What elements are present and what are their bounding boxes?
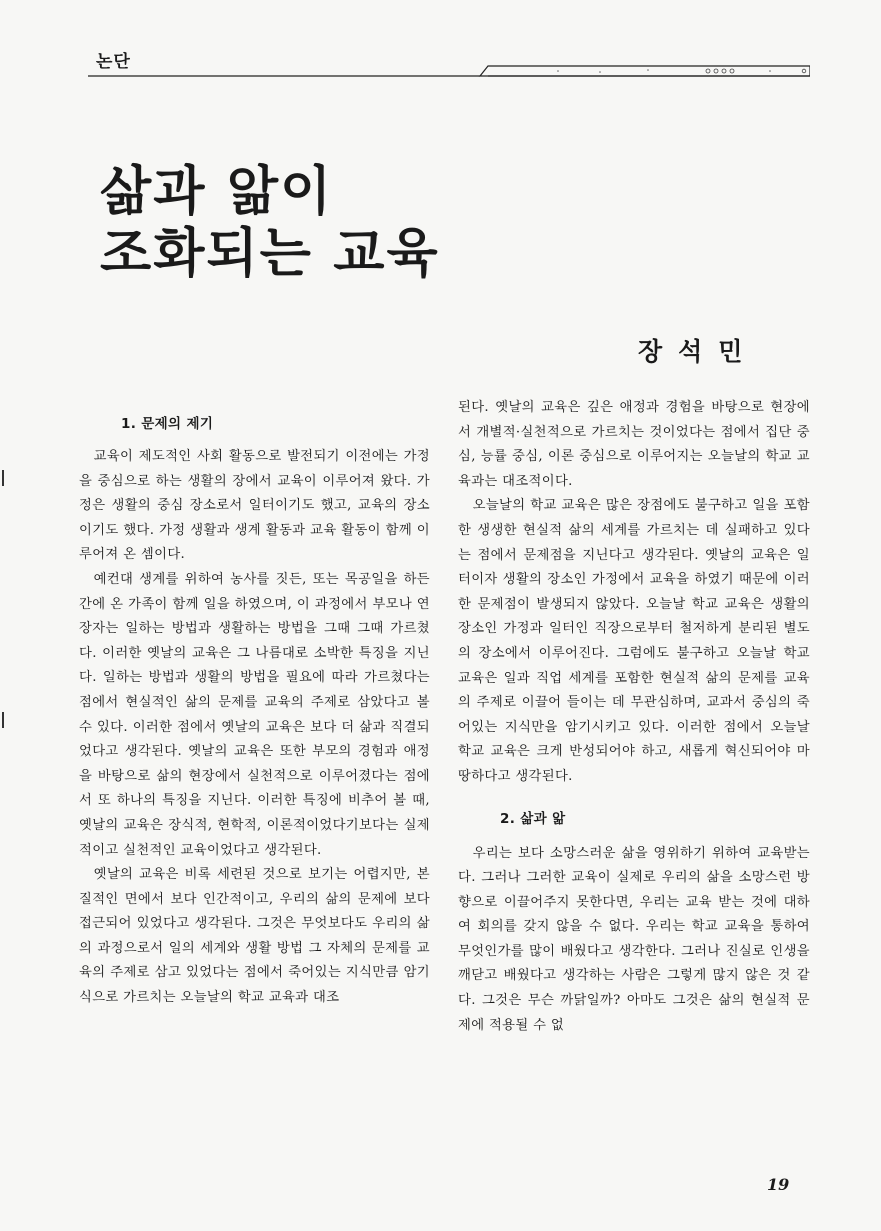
title-line-2: 조화되는 교육: [100, 222, 440, 284]
header-rule: [88, 60, 810, 82]
paragraph: 교육이 제도적인 사회 활동으로 발전되기 이전에는 가정을 중심으로 하는 생활의 장에서 교육이 이루어져 왔다. 가정은 생활의 중심 장소로서 일터이기도 했고, 교육의 장소이기도 했다. 가정 생활과 생계 활동과 교육 활동이 함께 이루어져 온 셈이다.: [79, 449, 430, 563]
section-heading-2: 2. 삶과 앎: [500, 810, 566, 827]
paragraph: 우리는 보다 소망스러운 삶을 영위하기 위하여 교육받는다. 그러나 그러한 교육이 실제로 우리의 삶을 소망스런 방향으로 이끌어주지 못한다면, 우리는 교육 받는 것에 대하여 회의를 갖지 않을 수 없다. 우리는 학교 교육을 통하여 무엇인가를 많이 배웠다고 생각한다. 그러나 진실로 인생을 깨닫고 배웠다고 생각하는 사람은 그렇게 많지 않은 것 같다. 그것은 무슨 까닭일까? 아마도 그것은 삶의 현실적 문제에 적용될 수 없: [458, 845, 810, 1033]
paragraph: 옛날의 교육은 비록 세련된 것으로 보기는 어렵지만, 본질적인 면에서 보다 인간적이고, 우리의 삶의 문제에 보다 접근되어 있었다고 생각된다. 그것은 무엇보다도 우리의 삶의 과정으로서 일의 세계와 생활 방법 그 자체의 문제를 교육의 주제로 삼고 있었다는 점에서 죽어있는 지식만큼 암기식으로 가르치는 오늘날의 학교 교육과 대조: [79, 867, 430, 1006]
margin-mark: [2, 470, 4, 486]
right-column: [458, 396, 810, 1038]
author-name: 장석민: [638, 337, 759, 366]
section-heading-1: 1. 문제의 제기: [121, 416, 214, 432]
title-line-1: 삶과 앎이: [100, 160, 334, 222]
article-title: [100, 160, 440, 284]
paragraph: 된다. 옛날의 교육은 깊은 애정과 경험을 바탕으로 현장에서 개별적·실천적으로 가르치는 것이었다는 점에서 집단 중심, 능률 중심, 이론 중심으로 이루어지는 오늘날의 학교 교육과는 대조적이다.: [458, 400, 810, 489]
page-number: 19: [767, 1175, 790, 1194]
paragraph: 예컨대 생계를 위하여 농사를 짓든, 또는 목공일을 하든간에 온 가족이 함께 일을 하였으며, 이 과정에서 부모나 연장자는 일하는 방법과 생활하는 방법을 그때 그때 가르쳤다. 이러한 옛날의 교육은 그 나름대로 소박한 특징을 지닌다. 일하는 방법과 생활의 방법을 필요에 따라 가르쳤다는 점에서 현실적인 삶의 문제를 교육의 주제로 삼았다고 볼 수 있다. 이러한 점에서 옛날의 교육은 보다 더 삶과 직결되었다고 생각된다. 옛날의 교육은 또한 부모의 경험과 애정을 바탕으로 삶의 현장에서 실천적으로 이루어졌다는 점에서 또 하나의 특징을 지닌다. 이러한 특징에 비추어 볼 때, 옛날의 교육은 장식적, 현학적, 이론적이었다기보다는 실제적이고 실천적인 교육이었다고 생각된다.: [79, 571, 430, 858]
paragraph: 오늘날의 학교 교육은 많은 장점에도 불구하고 일을 포함한 생생한 현실적 삶의 세계를 가르치는 데 실패하고 있다는 점에서 문제점을 지닌다고 생각된다. 옛날의 교육은 일터이자 생활의 장소인 가정에서 교육을 하였기 때문에 이러한 문제점이 발생되지 않았다. 오늘날 학교 교육은 생활의 장소인 가정과 일터인 직장으로부터 철저하게 분리된 별도의 장소에서 이루어진다. 그럼에도 불구하고 오늘날 학교 교육은 일과 직업 세계를 포함한 현실적 삶의 문제를 교육의 주제로 이끌어 들이는 데 무관심하며, 교과서 중심의 죽어있는 지식만을 암기시키고 있다. 이러한 점에서 오늘날 학교 교육은 크게 반성되어야 하고, 새롭게 혁신되어야 마땅하다고 생각된다.: [458, 498, 810, 784]
section-label: 논단: [96, 52, 131, 72]
left-column: [79, 403, 430, 1011]
margin-mark: [2, 712, 4, 728]
